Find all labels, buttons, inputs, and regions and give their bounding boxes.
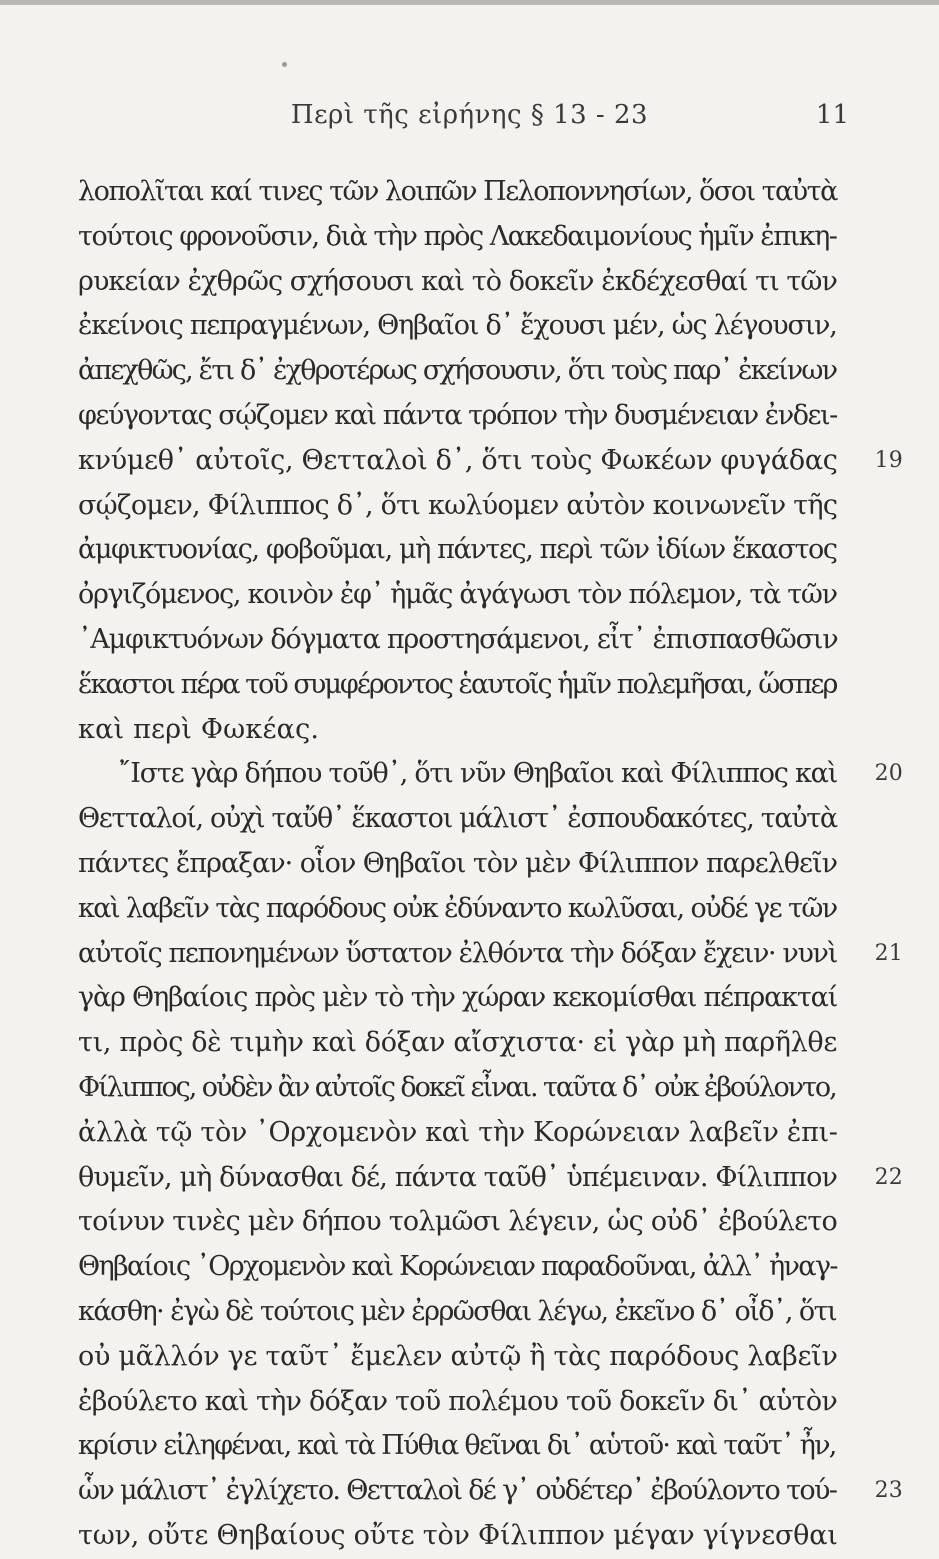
line-text: λοπολῖται καί τινες τῶν λοιπῶν Πελοποννησίων, ὅσοι ταὐτὰ [78, 176, 837, 207]
section-number: 22 [874, 1164, 903, 1190]
line-text: ῎Ιστε γὰρ δήπου τοῦθ᾽, ὅτι νῦν Θηβαῖοι καὶ Φίλιππος καὶ [118, 758, 837, 790]
text-line [78, 932, 903, 977]
text-line [78, 797, 848, 842]
line-text: θυμεῖν, μὴ δύνασθαι δέ, πάντα ταῦθ᾽ ὑπέμειναν. Φίλιππον [78, 1161, 838, 1193]
line-text: οὐ μᾶλλόν γε ταῦτ᾽ ἔμελεν αὐτῷ ἢ τὰς παρόδους λαβεῖν [78, 1340, 838, 1372]
text-line [78, 1380, 848, 1425]
text-line [78, 1245, 848, 1290]
line-text: των, οὔτε Θηβαίους οὔτε τὸν Φίλιππον μέγαν γίγνεσθαι [78, 1519, 838, 1551]
text-line [78, 663, 848, 708]
text-line [78, 887, 848, 932]
line-text: ρυκείαν ἐχθρῶς σχήσουσι καὶ τὸ δοκεῖν ἐκδέχεσθαί τι τῶν [78, 265, 837, 297]
page-header [0, 100, 939, 140]
text-line [78, 573, 848, 618]
line-text: φεύγοντας σῴζομεν καὶ πάντα τρόπον τὴν δυσμένειαν ἐνδει- [78, 399, 837, 431]
line-text: πάντες ἔπραξαν· οἷον Θηβαῖοι τὸν μὲν Φίλιππον παρελθεῖν [78, 847, 837, 879]
section-number: 20 [874, 761, 903, 787]
text-line [78, 1424, 848, 1469]
section-number: 21 [874, 940, 903, 966]
text-line [78, 1335, 848, 1380]
line-text: σῴζομεν, Φίλιππος δ᾽, ὅτι κωλύομεν αὐτὸν κοινωνεῖν τῆς [78, 489, 838, 521]
text-line [78, 439, 903, 484]
line-text: ὧν μάλιστ᾽ ἐγλίχετο. Θετταλοὶ δέ γ᾽ οὐδέτερ᾽ ἐβούλοντο τού- [78, 1475, 837, 1507]
line-text: κάσθη· ἐγὼ δὲ τούτοις μὲν ἐρρῶσθαι λέγω, ἐκεῖνο δ᾽ οἶδ᾽, ὅτι [78, 1295, 836, 1327]
section-number: 19 [874, 447, 903, 473]
line-text: ἐκείνοις πεπραγμένων, Θηβαῖοι δ᾽ ἔχουσι μέν, ὡς λέγουσιν, [78, 310, 837, 342]
line-text: ἐβούλετο καὶ τὴν δόξαν τοῦ πολέμου τοῦ δοκεῖν δι᾽ αὑτὸν [78, 1385, 837, 1417]
line-text: Φίλιππος, οὐδὲν ἂν αὐτοῖς δοκεῖ εἶναι. ταῦτα δ᾽ οὐκ ἐβούλοντο, [78, 1071, 836, 1103]
line-text: ἀμφικτυονίας, φοβοῦμαι, μὴ πάντες, περὶ τῶν ἰδίων ἕκαστος [78, 534, 837, 566]
line-text: ὀργιζόμενος, κοινὸν ἐφ᾽ ἡμᾶς ἀγάγωσι τὸν πόλεμον, τὰ τῶν [78, 579, 837, 611]
line-text: καὶ λαβεῖν τὰς παρόδους οὐκ ἐδύναντο κωλῦσαι, οὐδέ γε τῶν [78, 892, 837, 924]
text-line [78, 842, 848, 887]
text-line [78, 260, 848, 305]
text-line [78, 708, 848, 753]
text-line [78, 1021, 848, 1066]
line-text: καὶ περὶ Φωκέας. [78, 713, 320, 745]
line-text: αὐτοῖς πεπονημένων ὕστατον ἐλθόντα τὴν δόξαν ἔχειν· νυνὶ [78, 937, 837, 969]
line-text: ᾽Αμφικτυόνων δόγματα προστησάμενοι, εἶτ᾽ ἐπισπασθῶσιν [78, 623, 838, 655]
text-line [78, 215, 848, 260]
text-line [78, 1290, 848, 1335]
line-text: κρίσιν εἰληφέναι, καὶ τὰ Πύθια θεῖναι δι᾽ αὑτοῦ· καὶ ταῦτ᾽ ἦν, [78, 1430, 836, 1462]
paper-speck [282, 62, 287, 67]
text-line [78, 1111, 848, 1156]
text-body [78, 170, 903, 1559]
text-line [78, 976, 848, 1021]
text-line [78, 170, 848, 215]
line-text: ἕκαστοι πέρα τοῦ συμφέροντος ἑαυτοῖς ἡμῖν πολεμῆσαι, ὥσπερ [78, 668, 837, 700]
text-line [78, 1469, 903, 1514]
text-line [78, 1066, 848, 1111]
page-number: 11 [815, 100, 849, 130]
text-line [78, 752, 903, 797]
line-text: τοίνυν τινὲς μὲν δήπου τολμῶσι λέγειν, ὡς οὐδ᾽ ἐβούλετο [78, 1206, 837, 1238]
line-text: τούτοις φρονοῦσιν, διὰ τὴν πρὸς Λακεδαιμονίους ἡμῖν ἐπικη- [78, 220, 837, 252]
text-line [78, 618, 848, 663]
text-line [78, 484, 848, 529]
line-text: Θετταλοί, οὐχὶ ταὔθ᾽ ἕκαστοι μάλιστ᾽ ἐσπουδακότες, ταὐτὰ [78, 803, 837, 835]
line-text: γὰρ Θηβαίοις πρὸς μὲν τὸ τὴν χώραν κεκομίσθαι πέπρακταί [78, 982, 837, 1014]
line-text: κνύμεθ᾽ αὐτοῖς, Θετταλοὶ δ᾽, ὅτι τοὺς Φωκέων φυγάδας [78, 444, 838, 476]
top-edge-rule [0, 0, 939, 5]
running-title: Περὶ τῆς εἰρήνης § 13 - 23 [290, 100, 649, 130]
text-line [78, 1156, 903, 1201]
text-line [78, 394, 848, 439]
line-text: τι, πρὸς δὲ τιμὴν καὶ δόξαν αἴσχιστα· εἰ γὰρ μὴ παρῆλθε [78, 1027, 837, 1059]
line-text: Θηβαίοις ᾽Ορχομενὸν καὶ Κορώνειαν παραδοῦναι, ἀλλ᾽ ἠναγ- [78, 1251, 837, 1283]
text-line [78, 304, 848, 349]
text-line [78, 349, 848, 394]
text-line [78, 528, 848, 573]
section-number: 23 [874, 1478, 903, 1504]
text-line [78, 1200, 848, 1245]
line-text: ἀπεχθῶς, ἔτι δ᾽ ἐχθροτέρως σχήσουσιν, ὅτι τοὺς παρ᾽ ἐκείνων [78, 355, 837, 387]
line-text: ἀλλὰ τῷ τὸν ᾽Ορχομενὸν καὶ τὴν Κορώνειαν λαβεῖν ἐπι- [78, 1116, 838, 1148]
text-line [78, 1514, 848, 1559]
